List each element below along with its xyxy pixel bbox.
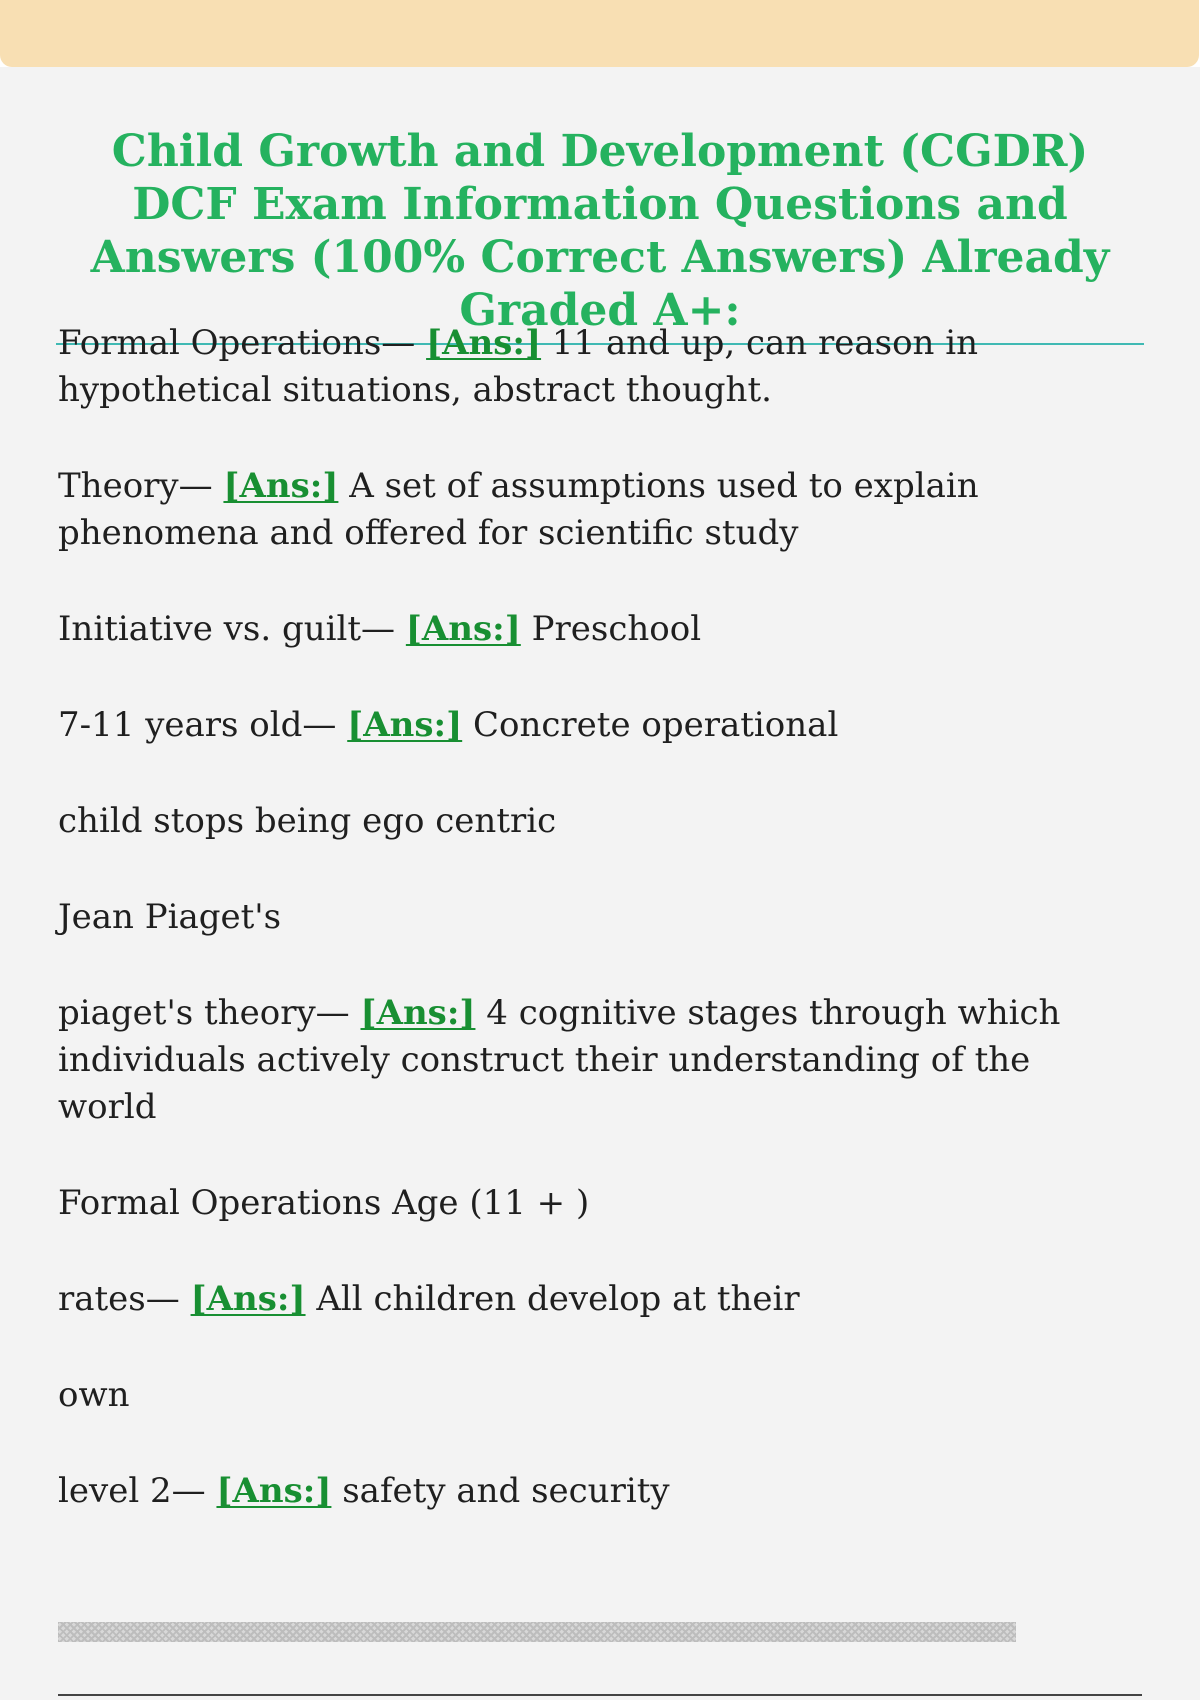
qa-item-level-2 xyxy=(58,1468,1138,1515)
bottom-divider xyxy=(58,1694,1142,1696)
answer-text: All children develop at their xyxy=(305,1279,800,1319)
question-text: Formal Operations Age (11 + ) xyxy=(58,1183,590,1223)
answer-text: A set of assumptions used to explain phenomena and offered for scientific study xyxy=(58,466,979,553)
question-text: piaget's theory— xyxy=(58,993,361,1033)
qa-item-ego-centric xyxy=(58,798,1138,845)
question-text: Jean Piaget's xyxy=(58,897,282,937)
answer-text: 4 cognitive stages through which individuals actively construct their understanding of the world xyxy=(58,993,1061,1127)
answer-label: [Ans:] xyxy=(223,466,339,506)
qa-item-jean-piaget xyxy=(58,894,1138,941)
qa-item-formal-operations-age xyxy=(58,1180,1138,1227)
answer-label: [Ans:] xyxy=(360,993,476,1033)
qa-item-own xyxy=(58,1372,1138,1419)
answer-text: Concrete operational xyxy=(462,705,839,745)
qa-list xyxy=(58,320,1138,1564)
blurred-preview-bar xyxy=(58,1622,1016,1642)
qa-item-7-11-years xyxy=(58,702,1138,749)
top-banner xyxy=(0,0,1199,67)
question-text: rates— xyxy=(58,1279,191,1319)
question-text: 7-11 years old— xyxy=(58,705,348,745)
answer-label: [Ans:] xyxy=(216,1471,332,1511)
answer-text: Preschool xyxy=(520,609,702,649)
question-text: Theory— xyxy=(58,466,224,506)
qa-item-rates xyxy=(58,1276,1138,1323)
answer-label: [Ans:] xyxy=(190,1279,306,1319)
qa-item-piaget-theory xyxy=(58,990,1138,1131)
qa-item-formal-operations xyxy=(58,320,1138,414)
question-text: own xyxy=(58,1375,130,1415)
qa-item-theory xyxy=(58,463,1138,557)
answer-label: [Ans:] xyxy=(347,705,463,745)
question-text: Formal Operations— xyxy=(58,323,427,363)
answer-label: [Ans:] xyxy=(426,323,542,363)
answer-text: 11 and up, can reason in hypothetical situations, abstract thought. xyxy=(58,323,979,410)
qa-item-initiative-vs-guilt xyxy=(58,606,1138,653)
answer-label: [Ans:] xyxy=(405,609,521,649)
question-text: level 2— xyxy=(58,1471,217,1511)
question-text: child stops being ego centric xyxy=(58,801,557,841)
document-title: Child Growth and Development (CGDR) DCF Exam Information Questions and Answers (100% Correct Answers) Already Graded A+: xyxy=(56,125,1144,345)
answer-text: safety and security xyxy=(331,1471,670,1511)
question-text: Initiative vs. guilt— xyxy=(58,609,406,649)
